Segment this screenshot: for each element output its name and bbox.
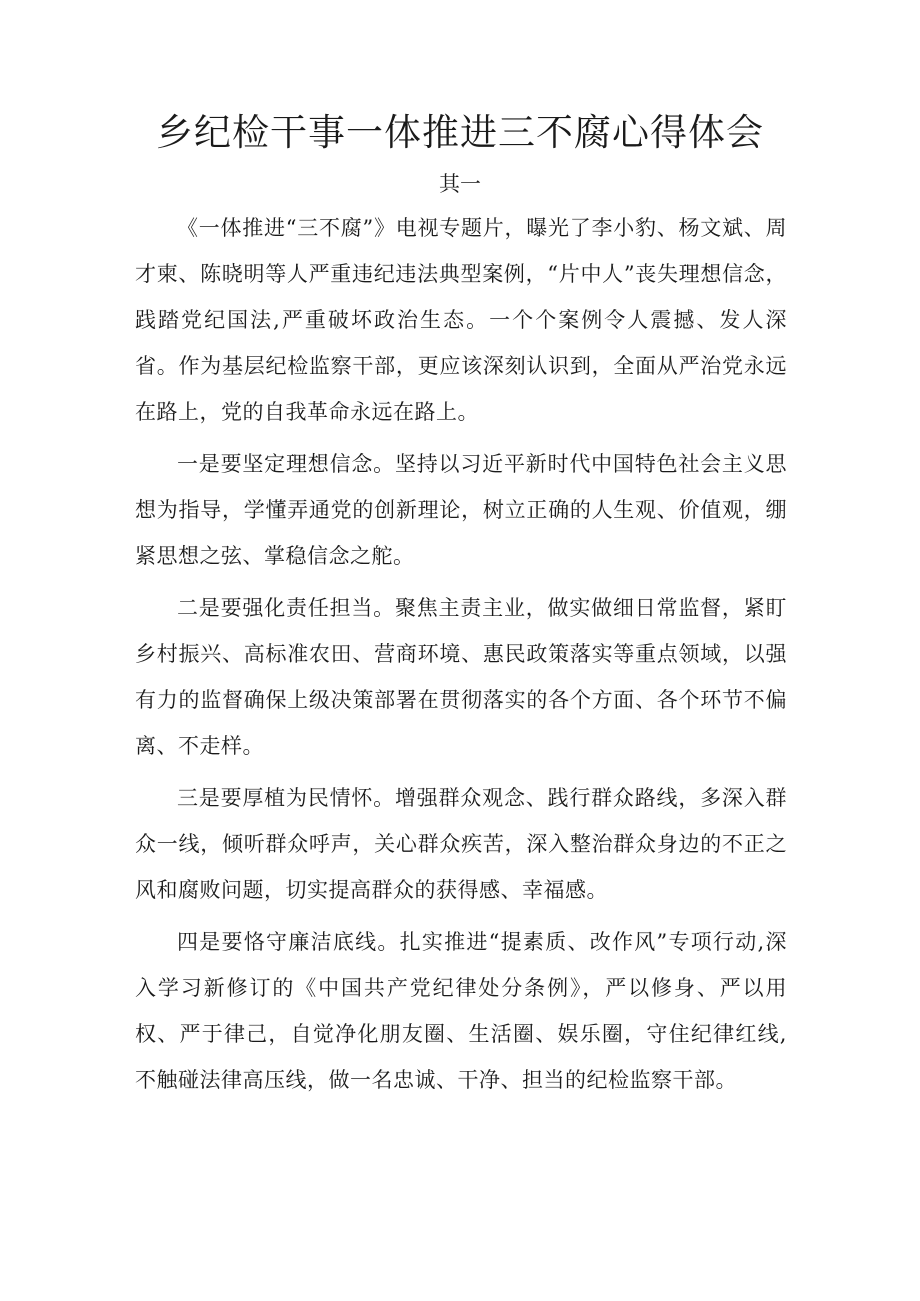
paragraph-point-four: 四是要恪守廉洁底线。扎实推进“提素质、改作风”专项行动,深入学习新修订的《中国共产党纪律处分条例》，严以修身、严以用权、严于律己，自觉净化朋友圈、生活圈、娱乐圈，守住纪律红线,不触碰法律高压线，做一名忠诚、干净、担当的纪检监察干部。 (135, 930, 787, 1092)
paragraph-point-three: 三是要厚植为民情怀。增强群众观念、践行群众路线，多深入群众一线，倾听群众呼声，关心群众疾苦，深入整治群众身边的不正之风和腐败问题，切实提高群众的获得感、幸福感。 (135, 786, 787, 902)
document-title: 乡纪检干事一体推进三不腐心得体会 (156, 111, 764, 154)
paragraph-point-two: 二是要强化责任担当。聚焦主责主业，做实做细日常监督，紧盯乡村振兴、高标准农田、营商环境、惠民政策落实等重点领域，以强有力的监督确保上级决策部署在贯彻落实的各个方面、各个环节不偏离、不走样。 (135, 596, 787, 758)
paragraph-intro: 《一体推进“三不腐”》电视专题片，曝光了李小豹、杨文斌、周才柬、陈晓明等人严重违纪违法典型案例，“片中人”丧失理想信念，践踏党纪国法,严重破坏政治生态。一个个案例令人震撼、发人深省。作为基层纪检监察干部，更应该深刻认识到，全面从严治党永远在路上，党的自我革命永远在路上。 (135, 216, 787, 424)
document-subtitle: 其一 (439, 172, 481, 196)
paragraph-point-one: 一是要坚定理想信念。坚持以习近平新时代中国特色社会主义思想为指导，学懂弄通党的创新理论，树立正确的人生观、价值观，绷紧思想之弦、掌稳信念之舵。 (135, 452, 787, 568)
document-body (135, 205, 787, 1109)
